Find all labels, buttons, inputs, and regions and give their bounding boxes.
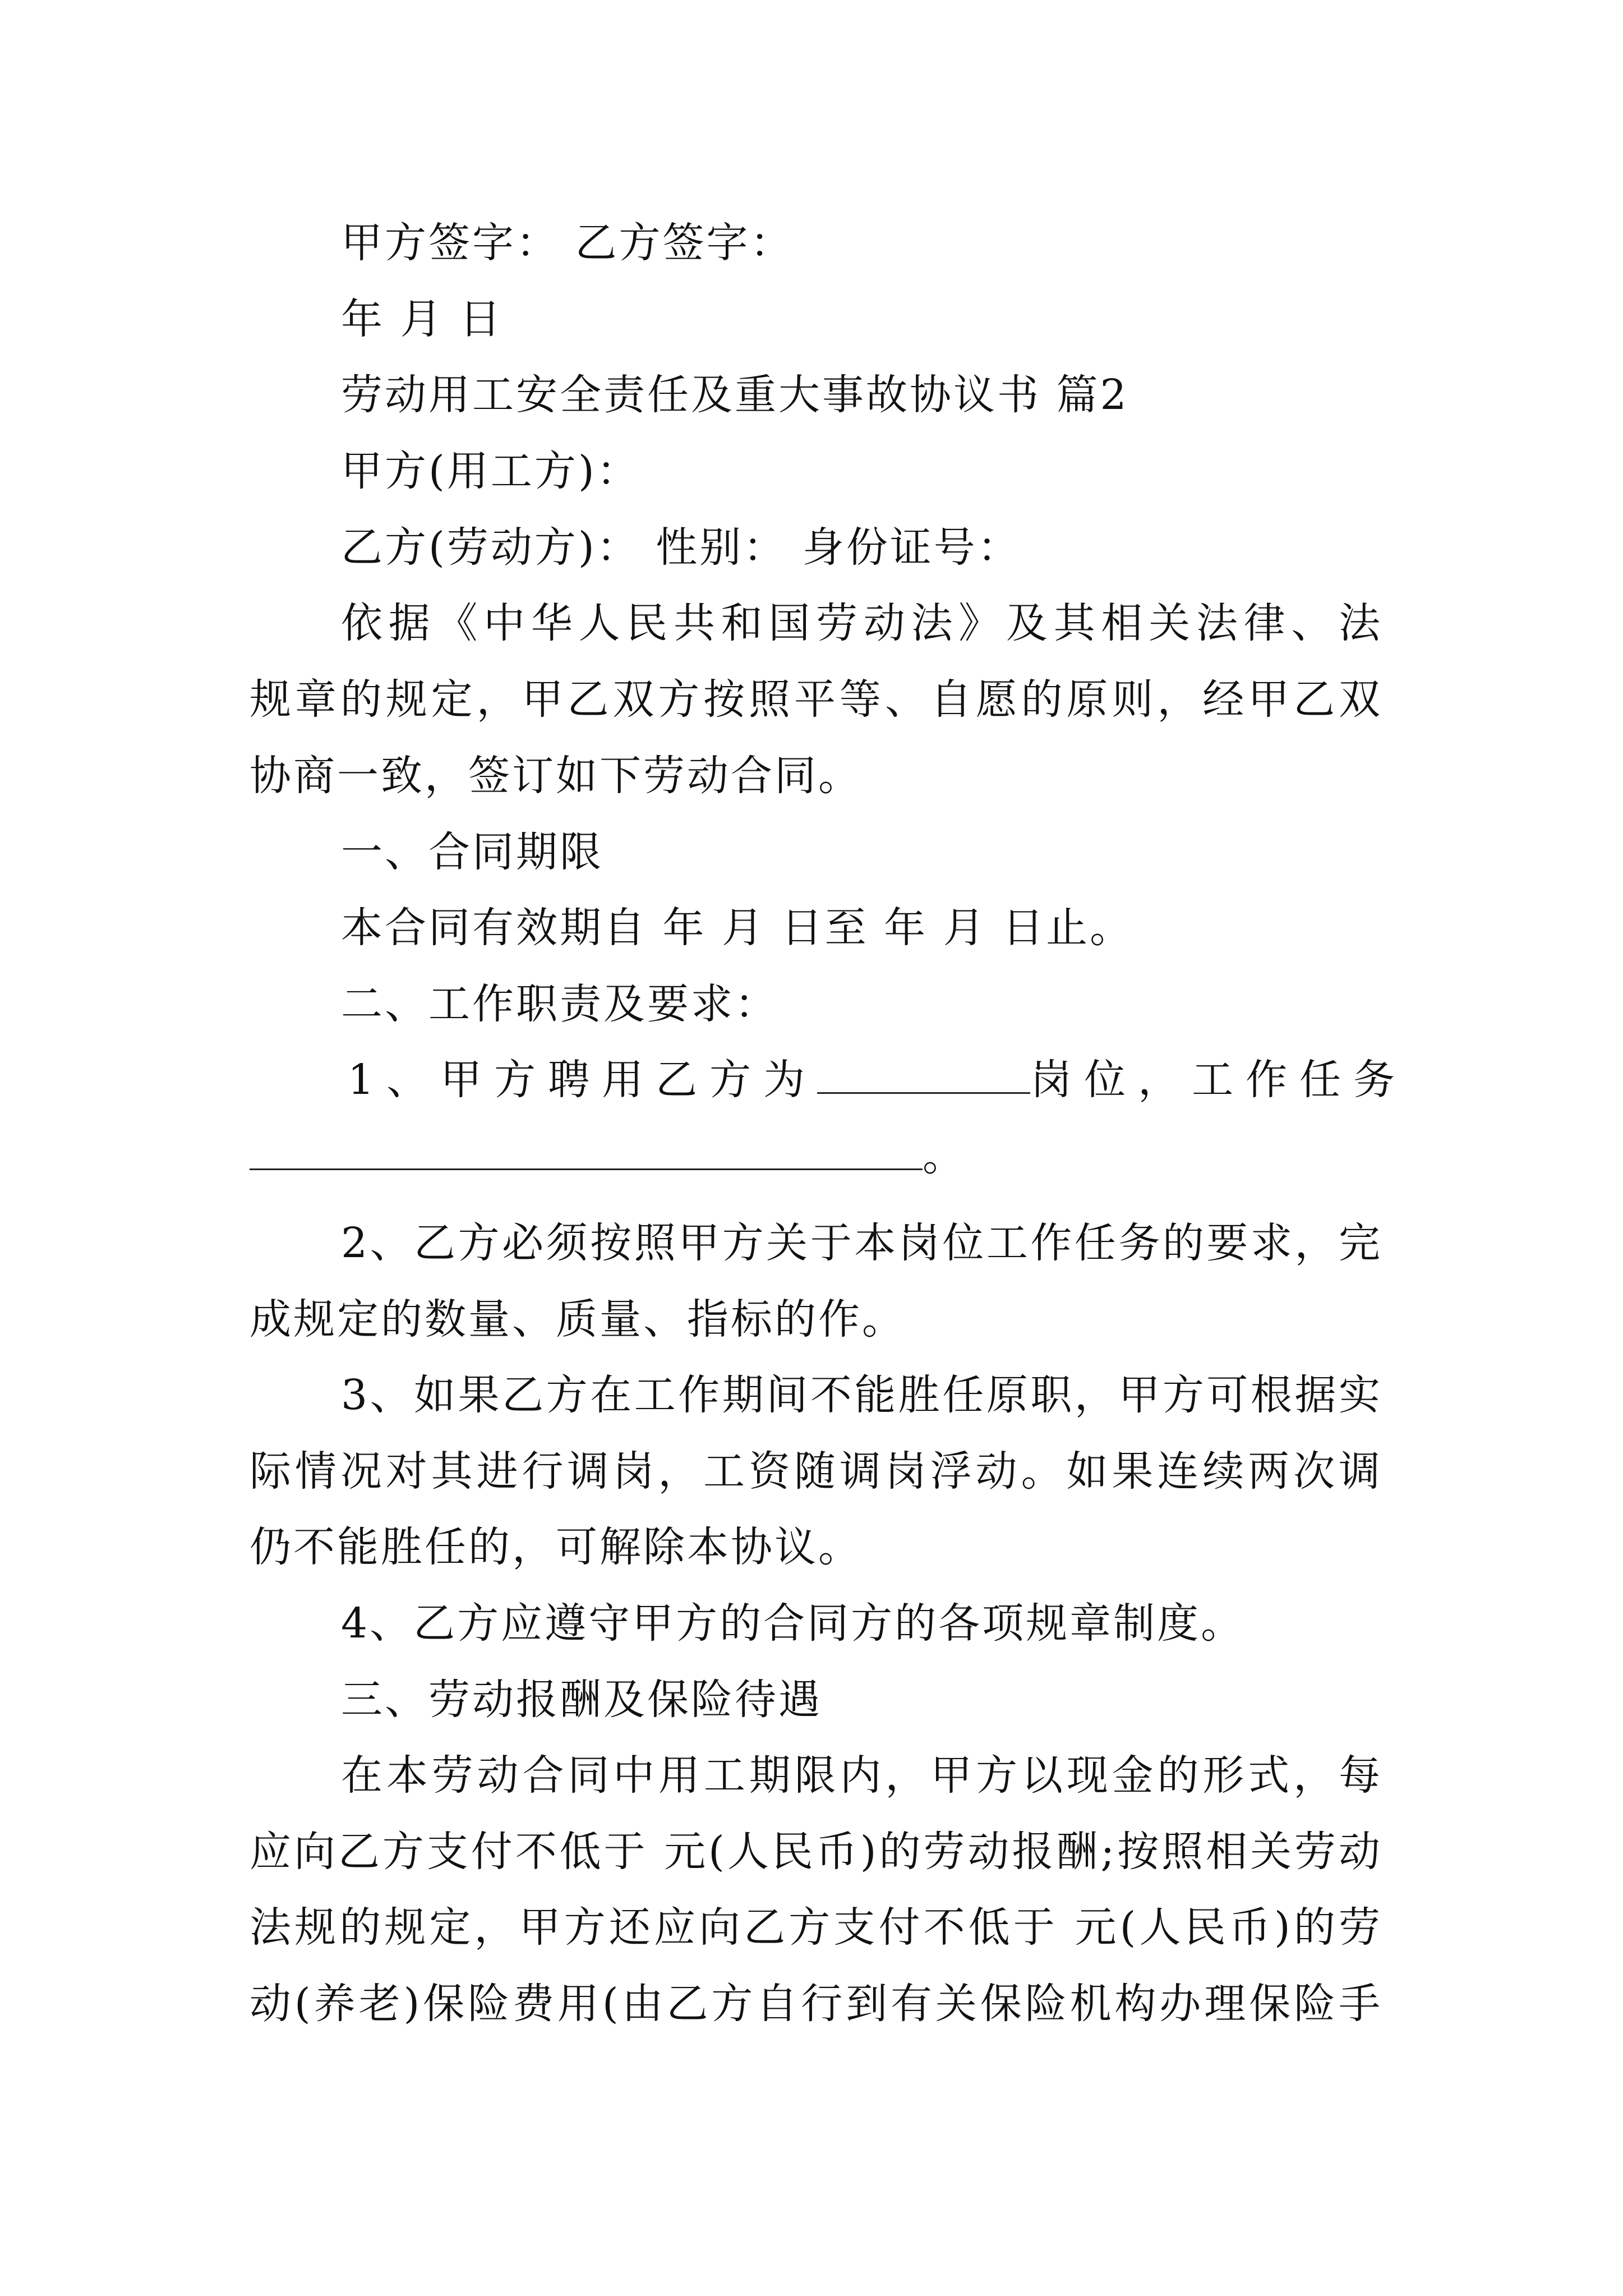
paragraph-line: 协商一致，签订如下劳动合同。 bbox=[250, 752, 862, 800]
paragraph-line: 成规定的数量、质量、指标的作。 bbox=[250, 1295, 906, 1343]
section-heading: 三、劳动报酬及保险待遇 bbox=[341, 1676, 822, 1724]
paragraph-line: 依据《中华人民共和国劳动法》及其相关法律、法 bbox=[341, 599, 1382, 647]
section-heading: 一、合同期限 bbox=[341, 828, 603, 876]
date-line: 年 月 日 bbox=[341, 295, 504, 343]
party-b-line: 乙方(劳动方)： 性别： 身份证号： bbox=[341, 523, 1021, 572]
clause-text: 岗位，工作任务 bbox=[1030, 1056, 1408, 1104]
section-heading: 二、工作职责及要求： bbox=[341, 980, 778, 1028]
signature-line: 甲方签字： 乙方签字： bbox=[341, 219, 794, 267]
paragraph-line: 2、乙方必须按照甲方关于本岗位工作任务的要求，完 bbox=[341, 1219, 1382, 1267]
fill-blank bbox=[250, 1135, 923, 1170]
paragraph-line: 本合同有效期自 年 月 日至 年 月 日止。 bbox=[341, 904, 1134, 952]
clause-text: 1、甲方聘用乙方为 bbox=[348, 1056, 818, 1104]
paragraph-line: 法规的规定，甲方还应向乙方支付不低于 元(人民币)的劳 bbox=[250, 1903, 1382, 1952]
paragraph-line: 规章的规定，甲乙双方按照平等、自愿的原则，经甲乙双 bbox=[250, 675, 1382, 724]
clause-text: 。 bbox=[923, 1132, 966, 1180]
document-title: 劳动用工安全责任及重大事故协议书 篇2 bbox=[341, 371, 1129, 419]
party-a-line: 甲方(用工方)： bbox=[341, 447, 640, 495]
fill-blank bbox=[817, 1059, 1030, 1094]
paragraph-line: 仍不能胜任的，可解除本协议。 bbox=[250, 1523, 862, 1571]
paragraph-line: 在本劳动合同中用工期限内，甲方以现金的形式，每 bbox=[341, 1751, 1382, 1800]
paragraph-line: 3、如果乙方在工作期间不能胜任原职，甲方可根据实 bbox=[341, 1371, 1382, 1419]
clause-line bbox=[250, 1128, 1382, 1184]
clause-line bbox=[348, 1052, 1408, 1108]
paragraph-line: 4、乙方应遵守甲方的合同方的各项规章制度。 bbox=[341, 1599, 1245, 1648]
paragraph-line: 动(养老)保险费用(由乙方自行到有关保险机构办理保险手 bbox=[250, 1980, 1382, 2028]
paragraph-line: 应向乙方支付不低于 元(人民币)的劳动报酬;按照相关劳动 bbox=[250, 1828, 1382, 1876]
paragraph-line: 际情况对其进行调岗，工资随调岗浮动。如果连续两次调 bbox=[250, 1447, 1382, 1496]
